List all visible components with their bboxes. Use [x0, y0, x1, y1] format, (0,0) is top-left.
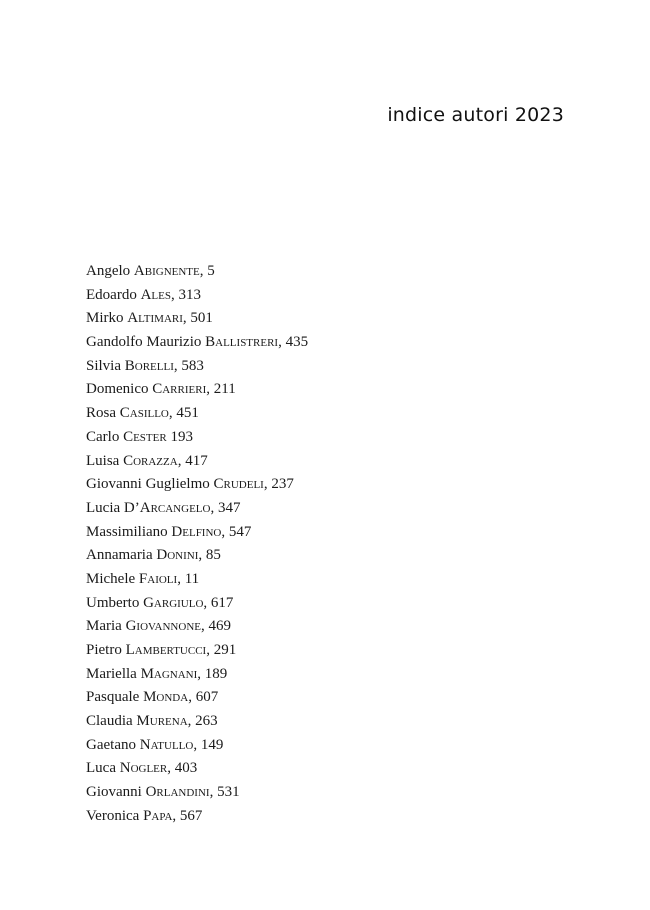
author-index-list [86, 260, 308, 829]
author-surname: D’Arcangelo [123, 499, 211, 516]
author-entry [86, 639, 308, 663]
page-number: 211 [213, 381, 236, 398]
author-first-name: Lucia [86, 499, 121, 516]
page-number: 291 [213, 642, 237, 658]
separator: , [206, 381, 214, 398]
page-number: 263 [195, 713, 218, 730]
separator: , [172, 807, 180, 824]
author-entry [86, 592, 308, 616]
author-first-name: Giovanni Guglielmo [86, 476, 210, 493]
page-number: 469 [208, 618, 231, 635]
page-number: 347 [217, 499, 241, 516]
author-first-name: Claudia [86, 713, 133, 730]
author-entry [86, 473, 308, 497]
author-entry [86, 710, 308, 734]
author-first-name: Luisa [86, 452, 120, 469]
author-entry [86, 686, 308, 710]
author-entry [86, 734, 308, 758]
author-entry [86, 307, 308, 331]
author-first-name: Gaetano [86, 736, 136, 753]
author-surname: Lambertucci [125, 642, 207, 658]
author-surname: Carrieri [152, 381, 207, 398]
page-number: 607 [195, 689, 219, 706]
author-entry [86, 615, 308, 639]
separator: , [198, 547, 206, 564]
author-first-name: Gandolfo Maurizio [86, 334, 202, 351]
author-entry [86, 402, 308, 426]
page-number: 501 [190, 310, 213, 327]
page-number: 567 [179, 807, 203, 824]
separator: , [187, 713, 196, 730]
author-first-name: Pasquale [86, 689, 140, 706]
separator: , [170, 286, 179, 303]
author-surname: Cester [123, 428, 167, 445]
author-first-name: Luca [86, 760, 116, 777]
page-number: 617 [210, 594, 234, 611]
author-surname: Gargiulo [143, 594, 204, 611]
author-surname: Nogler [119, 760, 168, 777]
author-entry [86, 450, 308, 474]
author-surname: Crudeli [213, 476, 264, 493]
author-surname: Magnani [140, 665, 198, 682]
separator: , [167, 760, 175, 777]
author-entry [86, 663, 308, 687]
author-surname: Borelli [124, 357, 174, 374]
page-number: 237 [271, 476, 294, 493]
author-entry [86, 260, 308, 284]
author-first-name: Mariella [86, 665, 137, 682]
author-surname: Murena [136, 713, 188, 730]
author-entry [86, 355, 308, 379]
author-first-name: Michele [86, 570, 136, 587]
author-surname: Orlandini [145, 784, 210, 801]
page-number: 531 [217, 784, 240, 801]
separator: , [209, 784, 218, 801]
page-number: 149 [200, 736, 224, 753]
page-number: 189 [204, 665, 228, 682]
author-entry [86, 757, 308, 781]
author-first-name: Umberto [86, 594, 140, 611]
page-number: 583 [181, 357, 204, 374]
author-surname: Ballistreri [205, 334, 279, 351]
page-number: 417 [185, 452, 208, 469]
separator: , [177, 452, 186, 469]
author-surname: Natullo [139, 736, 194, 753]
page-number: 11 [184, 570, 200, 587]
author-entry [86, 568, 308, 592]
author-surname: Monda [143, 689, 189, 706]
page-title: indice autori 2023 [387, 104, 564, 126]
author-first-name: Edoardo [86, 286, 137, 303]
separator: , [177, 570, 185, 587]
separator: , [193, 736, 201, 753]
separator: , [173, 357, 182, 374]
author-surname: Abignente [133, 263, 200, 279]
author-first-name: Annamaria [86, 547, 153, 564]
page-number: 193 [170, 428, 193, 445]
author-surname: Altimari [127, 310, 183, 327]
author-first-name: Maria [86, 618, 122, 635]
author-first-name: Domenico [86, 381, 149, 398]
author-first-name: Pietro [86, 642, 122, 658]
separator: , [197, 665, 205, 682]
author-first-name: Massimiliano [86, 523, 168, 540]
separator: , [188, 689, 196, 706]
author-entry [86, 284, 308, 308]
author-entry [86, 331, 308, 355]
separator: , [168, 405, 177, 422]
author-surname: Delfino [171, 523, 222, 540]
separator: , [200, 618, 209, 635]
author-first-name: Giovanni [86, 784, 142, 801]
author-surname: Giovannone [125, 618, 201, 635]
separator: , [210, 499, 218, 516]
author-surname: Ales [140, 286, 171, 303]
author-entry [86, 378, 308, 402]
author-first-name: Veronica [86, 807, 140, 824]
separator: , [203, 594, 211, 611]
page-number: 435 [285, 334, 309, 351]
author-surname: Corazza [123, 452, 178, 469]
author-first-name: Carlo [86, 428, 120, 445]
author-first-name: Silvia [86, 357, 122, 374]
separator: , [221, 523, 229, 540]
separator: , [278, 334, 286, 351]
author-surname: Donini [156, 547, 199, 564]
page-number: 403 [174, 760, 198, 777]
separator: , [182, 310, 191, 327]
author-surname: Papa [143, 807, 173, 824]
author-entry [86, 544, 308, 568]
author-entry [86, 781, 308, 805]
author-entry [86, 805, 308, 829]
separator: , [199, 263, 208, 279]
page-number: 5 [207, 263, 215, 279]
separator: , [206, 642, 214, 658]
author-first-name: Rosa [86, 405, 116, 422]
page-number: 451 [176, 405, 199, 422]
author-entry [86, 497, 308, 521]
page-number: 85 [205, 547, 221, 564]
page-number: 313 [178, 286, 201, 303]
author-first-name: Angelo [86, 263, 131, 279]
author-entry [86, 426, 308, 450]
author-first-name: Mirko [86, 310, 124, 327]
page-number: 547 [228, 523, 252, 540]
author-surname: Faioli [138, 570, 178, 587]
separator: , [263, 476, 272, 493]
author-entry [86, 521, 308, 545]
author-surname: Casillo [119, 405, 169, 422]
